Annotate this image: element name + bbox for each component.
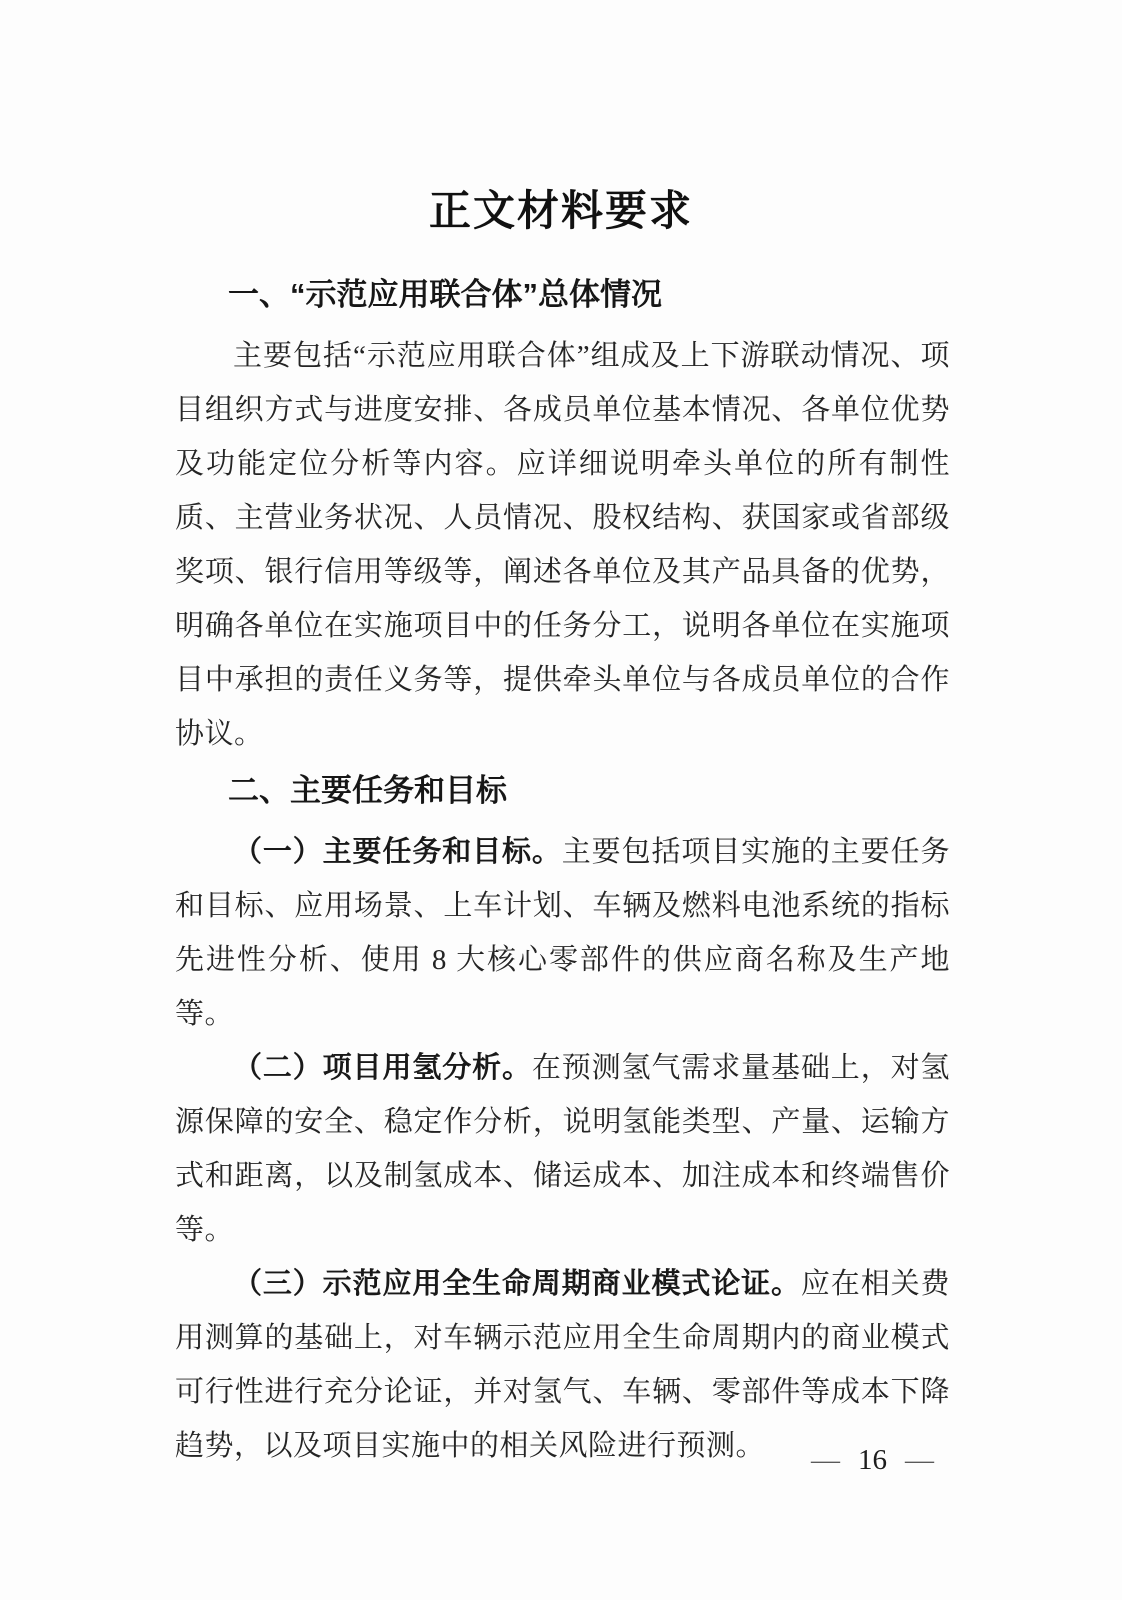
item-3-lead: （三）示范应用全生命周期商业模式论证。 [233,1268,801,1300]
document-body [175,268,950,1473]
section-2-item-3 [175,1257,950,1473]
item-2-text: 在预测氢气需求量基础上，对氢源保障的安全、稳定作分析，说明氢能类型、产量、运输方式和距离，以及制氢成本、储运成本、加注成本和终端售价等。 [175,1052,950,1246]
item-2-lead: （二）项目用氢分析。 [233,1052,532,1084]
item-1-text: 主要包括项目实施的主要任务和目标、应用场景、上车计划、车辆及燃料电池系统的指标先进性分析、使用 8 大核心零部件的供应商名称及生产地等。 [175,836,950,1030]
paragraph-text: 主要包括“示范应用联合体”组成及上下游联动情况、项目组织方式与进度安排、各成员单位基本情况、各单位优势及功能定位分析等内容。应详细说明牵头单位的所有制性质、主营业务状况、人员情况、股权结构、获国家或省部级奖项、银行信用等级等，阐述各单位及其产品具备的优势，明确各单位在实施项目中的任务分工，说明各单位在实施项目中承担的责任义务等，提供牵头单位与各成员单位的合作协议。 [175,340,950,750]
section-1-heading: 一、“示范应用联合体”总体情况 [228,277,662,312]
item-3-text: 应在相关费用测算的基础上，对车辆示范应用全生命周期内的商业模式可行性进行充分论证，并对氢气、车辆、零部件等成本下降趋势，以及项目实施中的相关风险进行预测。 [175,1268,950,1462]
page-title: 正文材料要求 [428,189,693,235]
page-footer [811,1442,934,1478]
item-1-lead: （一）主要任务和目标。 [233,836,562,868]
footer-dash-right: — [905,1444,934,1476]
section-2-item-2 [175,1041,950,1257]
page-number: 16 [858,1444,887,1476]
section-1-paragraph [175,329,950,761]
footer-dash-left: — [811,1444,840,1476]
section-2-item-1 [175,825,950,1041]
section-2-heading: 二、主要任务和目标 [228,773,507,808]
